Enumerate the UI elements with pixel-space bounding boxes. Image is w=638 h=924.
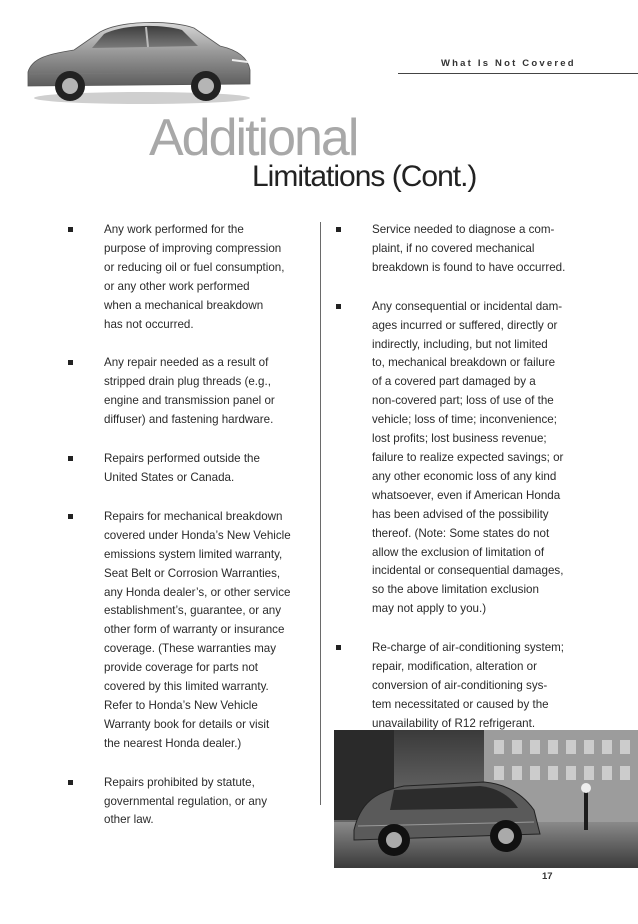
list-item-text: Re-charge of air-conditioning system; repair, modification, alteration or conversion of air-conditioning sys- tem necessitated or caused by the unavailability of R12 refrigerant. xyxy=(372,641,565,730)
list-item-text: Repairs performed outside the United States or Canada. xyxy=(104,452,260,484)
square-bullet-icon xyxy=(336,304,341,309)
left-column xyxy=(64,221,309,850)
list-item xyxy=(332,298,567,619)
page-title-line2: Limitations (Cont.) xyxy=(252,160,477,193)
list-item-text: Repairs prohibited by statute, governmental regulation, or any other law. xyxy=(104,775,268,827)
list-item xyxy=(64,221,309,334)
page-number: 17 xyxy=(542,871,553,882)
square-bullet-icon xyxy=(336,227,341,232)
list-item xyxy=(332,221,567,278)
list-item-text: Any repair needed as a result of stripped drain plug threads (e.g., engine and transmission panel or diffuser) and fastening hardware. xyxy=(104,356,275,427)
list-item-text: Service needed to diagnose a com- plaint, if no covered mechanical breakdown is found to have occurred. xyxy=(372,223,566,274)
square-bullet-icon xyxy=(68,360,73,365)
square-bullet-icon xyxy=(68,514,73,519)
column-divider xyxy=(320,222,321,805)
list-item xyxy=(64,508,309,754)
list-item-text: Repairs for mechanical breakdown covered under Honda’s New Vehicle emissions system limited warranty, Seat Belt or Corrosion Warranties, any Honda dealer’s, or other service establishment’s, guarantee, or any other form of warranty or insurance coverage. (These warranties may provide coverage for parts not covered by this limited warranty. Refer to Honda’s New Vehicle Warranty book for details or visit the nearest Honda dealer.) xyxy=(104,509,291,750)
page-title-line1: Additional xyxy=(149,109,358,167)
right-column xyxy=(332,221,567,754)
square-bullet-icon xyxy=(68,227,73,232)
list-item-text: Any work performed for the purpose of improving compression or reducing oil or fuel consumption, or any other work performed when a mechanical breakdown has not occurred. xyxy=(104,223,285,331)
square-bullet-icon xyxy=(68,456,73,461)
square-bullet-icon xyxy=(68,780,73,785)
suv-street-photo-icon xyxy=(334,730,638,868)
list-item xyxy=(64,450,309,488)
list-item xyxy=(332,639,567,734)
section-header-title: What Is Not Covered xyxy=(441,58,576,69)
sedan-car-photo-icon xyxy=(22,14,254,106)
list-item-text: Any consequential or incidental dam- ages incurred or suffered, directly or indirectly, including, but not limited to, mechanical breakdown or failure of a covered part damaged by a non-covered part; loss of use of the vehicle; loss of time; inconvenience; lost profits; lost business revenue; failure to realize expected savings; or any other economic loss of any kind whatsoever, even if American Honda has been advised of the possibility thereof. (Note: Some states do not allow the exclusion of limitation of incidental or consequential damages, so the above limitation exclusion may not apply to you.) xyxy=(372,299,564,616)
list-item xyxy=(64,774,309,831)
square-bullet-icon xyxy=(336,645,341,650)
header-rule xyxy=(398,73,638,74)
list-item xyxy=(64,354,309,430)
